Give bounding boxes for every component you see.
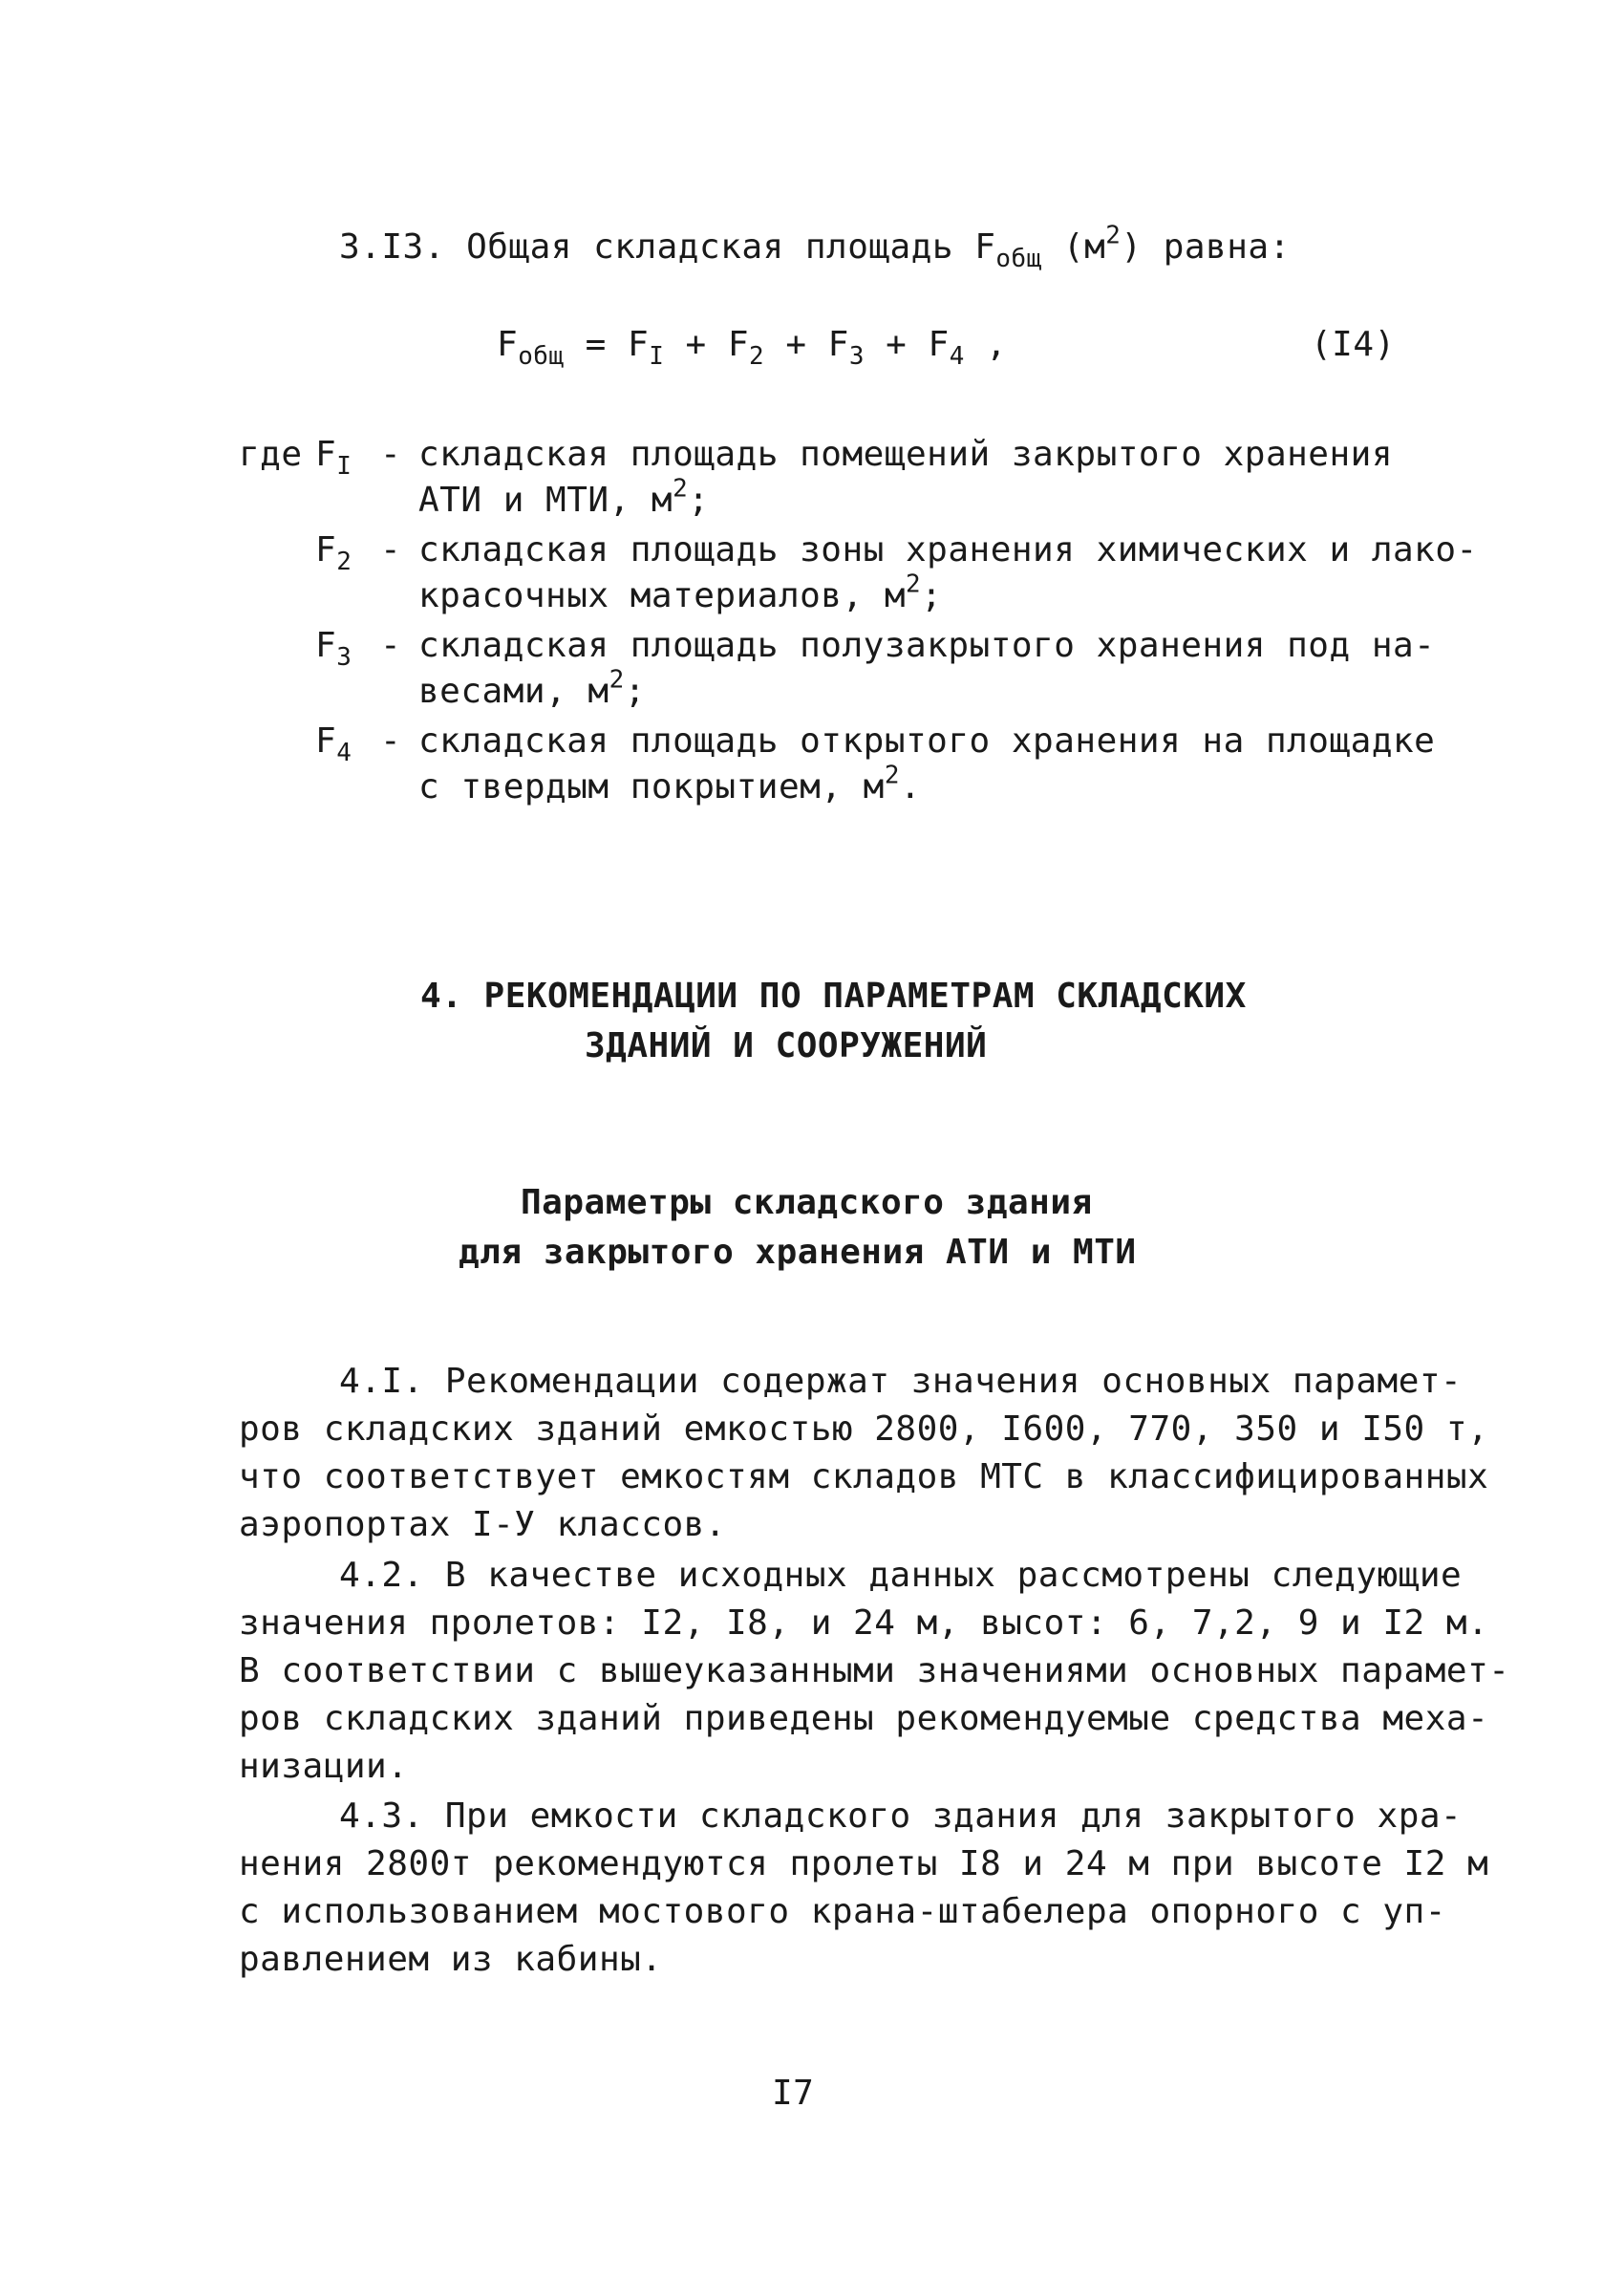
formula-14: $F_{общ} = F_I + F_2 + F_3 + F_4$ , [497, 325, 1008, 372]
formula-number: (I4) [1311, 325, 1396, 364]
paragraph-line: низации. [239, 1747, 409, 1786]
definition-dash: - [380, 721, 402, 761]
definition-text-line2: красочных материалов, $м^2$; [418, 570, 943, 615]
definition-symbol: $F_4$ [315, 721, 353, 768]
definition-text-line2: весами, $м^2$; [418, 665, 646, 711]
definition-text-line2: АТИ и МТИ, $м^2$; [418, 474, 710, 520]
clause-number: 3.I3. [339, 227, 445, 267]
definition-dash: - [380, 435, 402, 474]
section-3-13-intro: 3.I3. Общая складская площадь $F_{общ}$ $(м^2)$ равна: [339, 221, 1291, 274]
subheading-line1: Параметры складского здания [521, 1183, 1093, 1222]
definition-dash: - [380, 626, 402, 665]
definition-symbol: $F_3$ [315, 626, 353, 673]
section-4-heading-line2: ЗДАНИЙ И СООРУЖЕНИЙ [585, 1026, 988, 1065]
where-word: где [239, 435, 303, 474]
definition-text-line1: складская площадь полузакрытого хранения под на- [418, 626, 1436, 665]
paragraph-line: равлением из кабины. [239, 1940, 663, 1979]
paragraph-line: ров складских зданий приведены рекомендуемые средства меха- [239, 1699, 1489, 1738]
definition-text-line1: складская площадь помещений закрытого хранения [418, 435, 1393, 474]
paragraph-line: значения пролетов: I2, I8, и 24 м, высот: 6, 7,2, 9 и I2 м. [239, 1603, 1489, 1643]
definition-text-line2: с твердым покрытием, $м^2$. [418, 761, 922, 807]
paragraph-line: В соответствии с вышеуказанными значениями основных парамет- [239, 1651, 1510, 1690]
subheading-line2: для закрытого хранения АТИ и МТИ [459, 1233, 1137, 1272]
paragraph-line: 4.2. В качестве исходных данных рассмотрены следующие [339, 1556, 1463, 1595]
paragraph-line: 4.3. При емкости складского здания для закрытого хра- [339, 1796, 1463, 1836]
paragraph-line: с использованием мостового крана-штабелера опорного с уп- [239, 1892, 1446, 1931]
definition-text-line1: складская площадь открытого хранения на площадке [418, 721, 1436, 761]
paragraph-line: 4.I. Рекомендации содержат значения основных парамет- [339, 1362, 1463, 1401]
page-number: I7 [772, 2074, 815, 2113]
paragraph-line: ров складских зданий емкостью 2800, I600, 770, 350 и I50 т, [239, 1409, 1489, 1449]
paragraph-line: что соответствует емкостям складов МТС в классифицированных [239, 1457, 1489, 1496]
definition-symbol: $F_I$ [315, 435, 353, 482]
paragraph-line: аэропортах I-У классов. [239, 1505, 726, 1544]
definition-text-line1: складская площадь зоны хранения химических и лако- [418, 530, 1478, 570]
definition-dash: - [380, 530, 402, 570]
paragraph-line: нения 2800т рекомендуются пролеты I8 и 24 м при высоте I2 м [239, 1844, 1489, 1883]
definition-symbol: $F_2$ [315, 530, 353, 577]
section-4-heading-line1: 4. РЕКОМЕНДАЦИИ ПО ПАРАМЕТРАМ СКЛАДСКИХ [420, 977, 1247, 1016]
